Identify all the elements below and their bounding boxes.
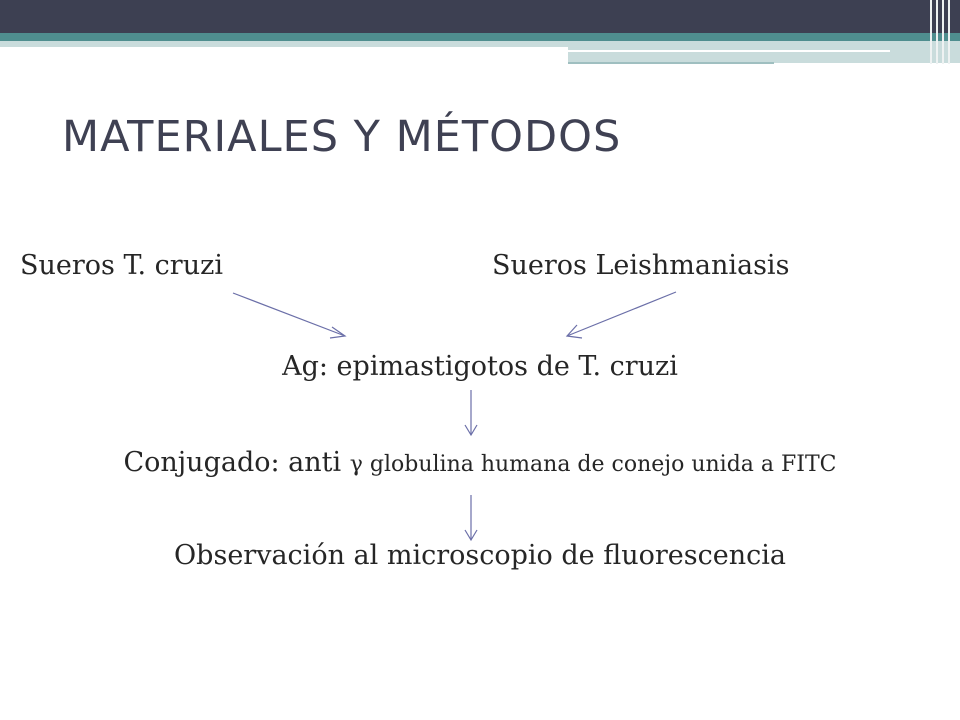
conjugate-description: γ globulina humana de conejo unida a FITC — [349, 452, 837, 477]
node-observation: Observación al microscopio de fluorescencia — [174, 540, 786, 571]
conjugate-prefix: Conjugado: anti — [123, 447, 342, 478]
arrow-left-to-antigen — [233, 293, 345, 336]
arrow-right-to-antigen — [567, 292, 676, 336]
node-sueros-t-cruzi: Sueros T. cruzi — [20, 250, 223, 281]
node-sueros-leishmaniasis: Sueros Leishmaniasis — [492, 250, 790, 281]
node-antigen: Ag: epimastigotos de T. cruzi — [282, 351, 678, 382]
slide-title: MATERIALES Y MÉTODOS — [62, 112, 622, 162]
